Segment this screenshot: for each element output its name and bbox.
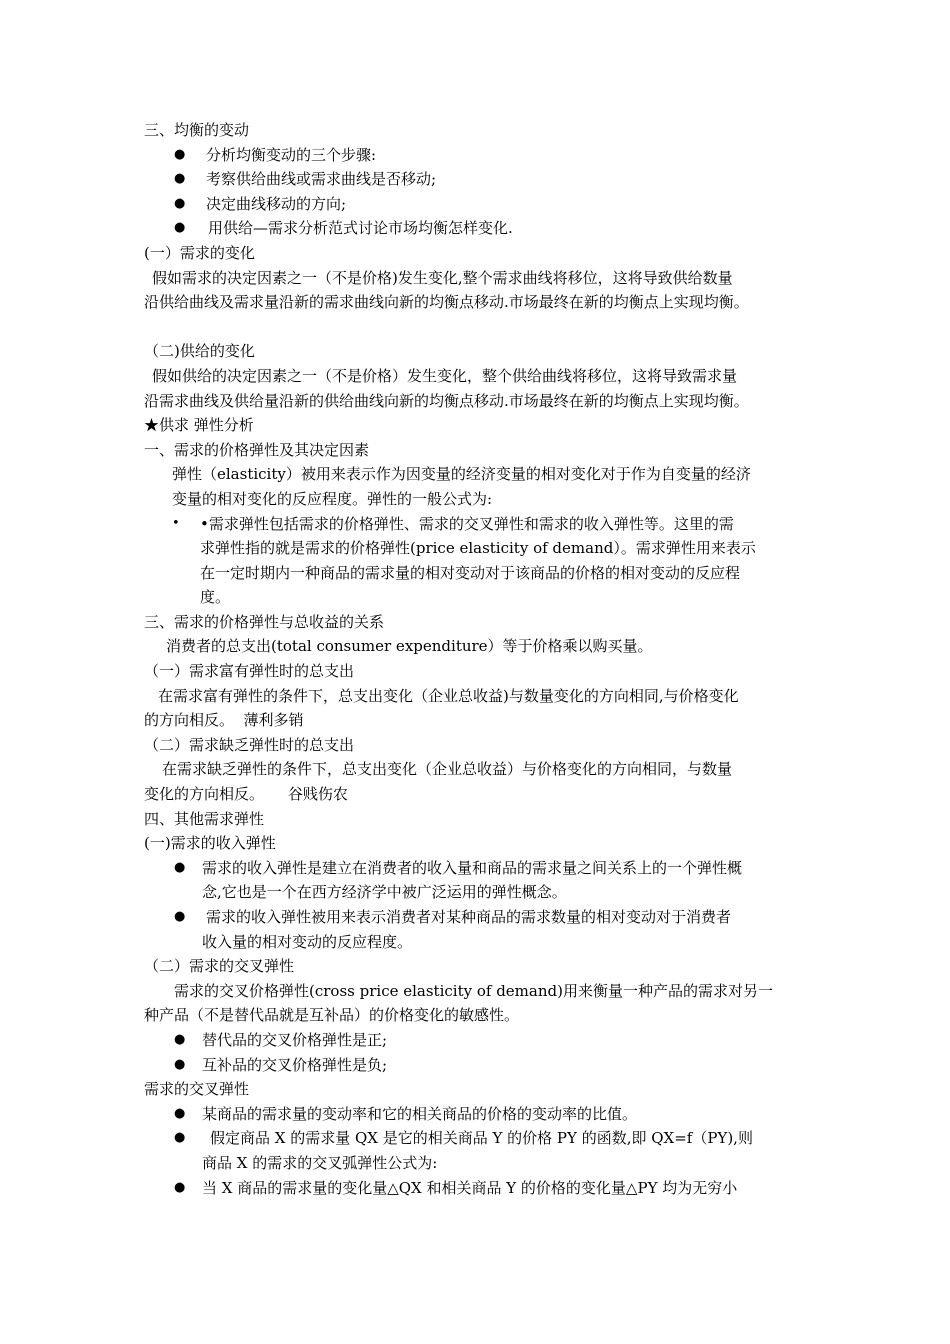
subheading-cross-elasticity-2: 需求的交叉弹性 [144, 1080, 250, 1099]
subheading-cross-elasticity: （二）需求的交叉弹性 [144, 957, 295, 976]
list-item: ● 当 X 商品的需求量的变化量△QX 和相关商品 Y 的价格的变化量△PY 均为无穷小 [144, 1176, 814, 1201]
paragraph-line: 在需求富有弹性的条件下，总支出变化（企业总收益)与数量变化的方向相同,与价格变化 [158, 686, 739, 705]
list-item-continuation: 在一定时期内一种商品的需求量的相对变动对于该商品的价格的相对变动的反应程 [200, 563, 741, 582]
paragraph-line: 沿供给曲线及需求量沿新的需求曲线向新的均衡点移动.市场最终在新的均衡点上实现均衡。 [144, 293, 749, 312]
subheading-supply-change: （二)供给的变化 [144, 342, 255, 361]
bullet-icon: ● [174, 1130, 186, 1146]
list-item: ● 某商品的需求量的变动率和它的相关商品的价格的变动率的比值。 [144, 1102, 814, 1127]
section-heading-total-revenue: 三、需求的价格弹性与总收益的关系 [144, 612, 385, 631]
document-page [144, 118, 814, 1200]
list-item: ● 决定曲线移动的方向; [144, 192, 814, 217]
list-item-continuation: 度。 [200, 588, 231, 607]
subheading-demand-change: (一）需求的变化 [144, 243, 255, 262]
bullet-icon: ● [174, 146, 186, 162]
list-item: ● 假定商品 X 的需求量 QX 是它的相关商品 Y 的价格 PY 的函数,即 QX=f（PY),则 [144, 1126, 814, 1151]
paragraph-line: 弹性（elasticity）被用来表示作为因变量的经济变量的相对变化对于作为自变量的经济 [172, 465, 751, 484]
bullet-icon: ● [174, 195, 186, 211]
subheading-income-elasticity: (一)需求的收入弹性 [144, 834, 276, 853]
subheading-elastic: （一）需求富有弹性时的总支出 [144, 662, 355, 681]
bullet-icon: ● [174, 1056, 186, 1072]
list-item: ● 分析均衡变动的三个步骤: [144, 143, 814, 168]
bullet-icon: ● [174, 909, 186, 924]
subheading-inelastic: （二）需求缺乏弹性时的总支出 [144, 735, 355, 754]
list-item: ● 用供给—需求分析范式讨论市场均衡怎样变化. [144, 216, 814, 241]
bullet-icon: ● [174, 1105, 186, 1121]
paragraph-line: 种产品（不是替代品就是互补品）的价格变化的敏感性。 [144, 1006, 520, 1025]
list-item: ● 需求的收入弹性是建立在消费者的收入量和商品的需求量之间关系上的一个弹性概 [144, 856, 814, 881]
blank-line [144, 315, 814, 340]
bullet-icon: ● [174, 859, 186, 875]
paragraph-line: 在需求缺乏弹性的条件下，总支出变化（企业总收益）与价格变化的方向相同，与数量 [162, 760, 733, 779]
paragraph-line: 需求的交叉价格弹性(cross price elasticity of demand)用来衡量一种产品的需求对另一 [174, 981, 773, 1000]
section-heading-other-elasticity: 四、其他需求弹性 [144, 809, 265, 828]
bullet-icon: ● [174, 171, 186, 187]
paragraph-line: 的方向相反。 薄利多销 [144, 711, 304, 730]
list-item: ● 考察供给曲线或需求曲线是否移动; [144, 167, 814, 192]
list-item: ● 互补品的交叉价格弹性是负; [144, 1053, 814, 1078]
paragraph-line: 变量的相对变化的反应程度。弹性的一般公式为: [172, 489, 493, 508]
paragraph-line: 假如需求的决定因素之一（不是价格)发生变化,整个需求曲线将移位，这将导致供给数量 [152, 268, 733, 287]
paragraph-line: 沿需求曲线及供给量沿新的供给曲线向新的均衡点移动.市场最终在新的均衡点上实现均衡。 [144, 391, 749, 410]
list-item-continuation: 求弹性指的就是需求的价格弹性(price elasticity of demand）。需求弹性用来表示 [200, 539, 756, 558]
star-heading: ★供求 弹性分析 [144, 416, 254, 435]
paragraph-line: 变化的方向相反。 谷贱伤农 [144, 785, 348, 804]
bullet-icon: ● [174, 220, 186, 236]
bullet-icon: ● [174, 1031, 186, 1047]
list-item: ● 替代品的交叉价格弹性是正; [144, 1028, 814, 1053]
list-item: ● 需求的收入弹性被用来表示消费者对某种商品的需求数量的相对变动对于消费者 [144, 905, 814, 930]
paragraph-line: 假如供给的决定因素之一（不是价格）发生变化，整个供给曲线将移位，这将导致需求量 [152, 366, 738, 385]
list-item: • •需求弹性包括需求的价格弹性、需求的交叉弹性和需求的收入弹性等。这里的需 [144, 512, 814, 537]
list-item-continuation: 收入量的相对变动的反应程度。 [202, 932, 413, 951]
bullet-icon: • [172, 515, 180, 531]
list-item-continuation: 念,它也是一个在西方经济学中被广泛运用的弹性概念。 [202, 883, 567, 902]
bullet-icon: ● [174, 1179, 186, 1195]
section-heading-equilibrium: 三、均衡的变动 [144, 121, 250, 139]
list-item-continuation: 商品 X 的需求的交叉弧弹性公式为: [202, 1153, 438, 1172]
paragraph-line: 消费者的总支出(total consumer expenditure）等于价格乘以购买量。 [166, 637, 653, 656]
section-heading-price-elasticity: 一、需求的价格弹性及其决定因素 [144, 440, 370, 459]
